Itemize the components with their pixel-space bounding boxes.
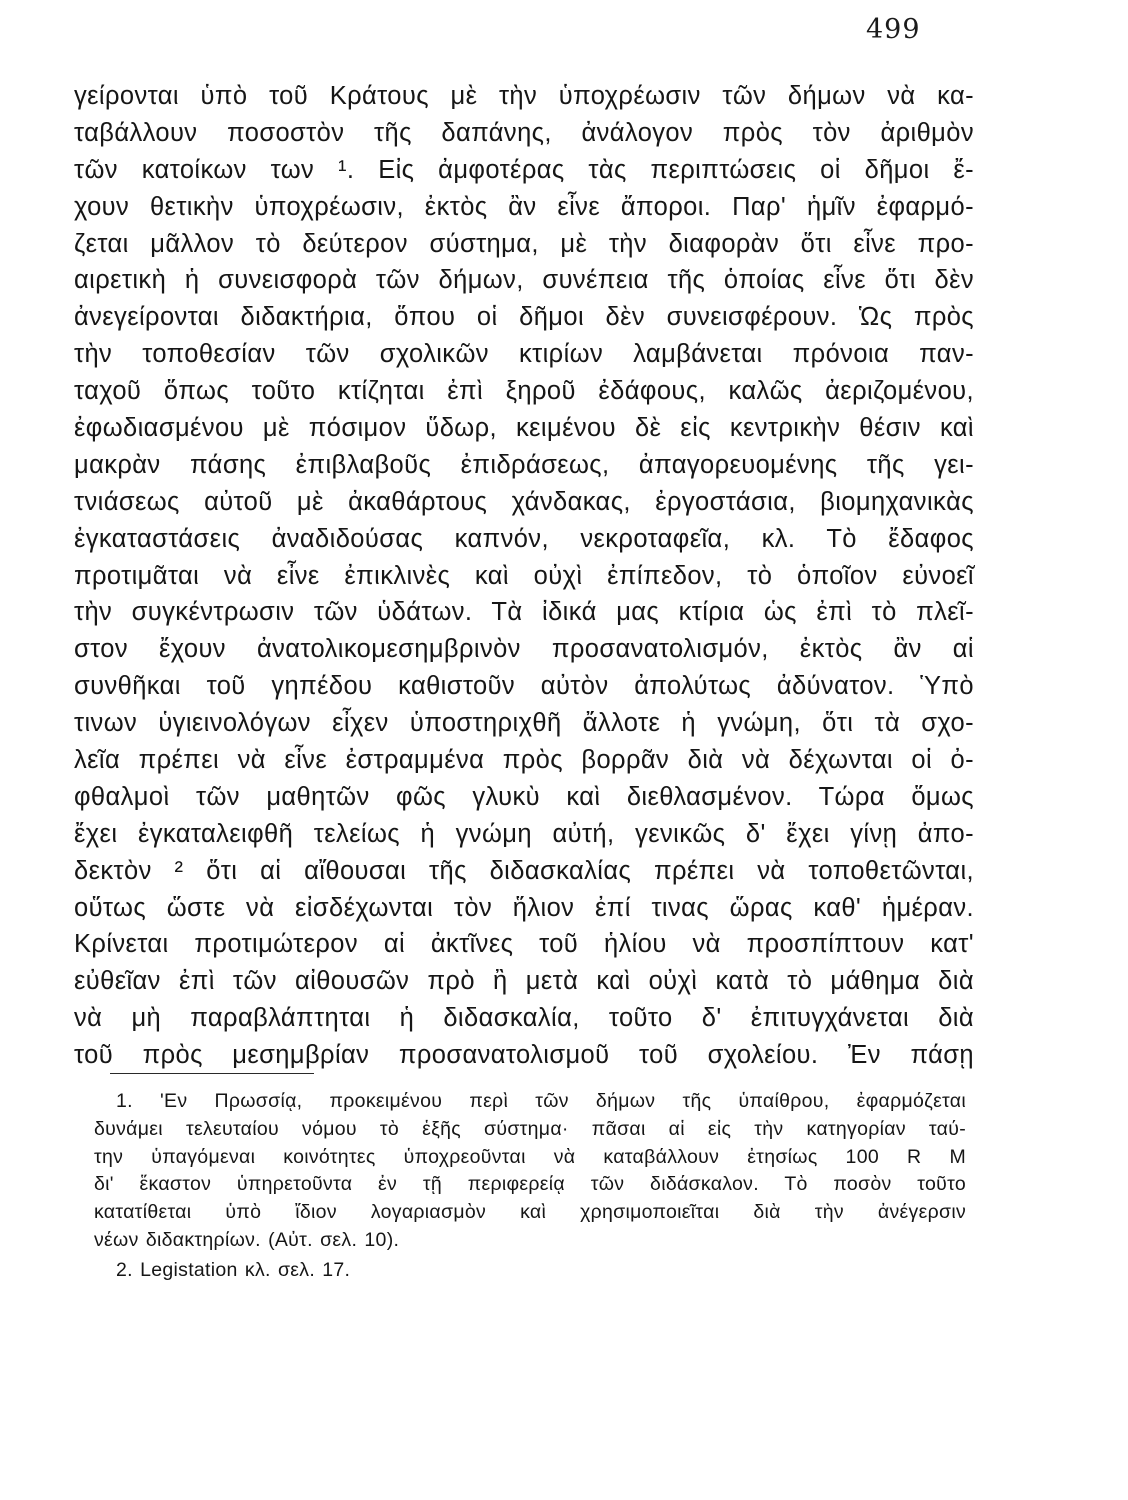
- footnote-1-line: την ὑπαγόμεναι κοινότητες ὑποχρεοῦνται νὰ καταβάλλουν ἐτησίως 100 R M: [94, 1145, 966, 1168]
- body-line: τνιάσεως αὐτοῦ μὲ ἀκαθάρτους χάνδακας, ἐργοστάσια, βιομηχανικὰς: [74, 487, 974, 516]
- body-line: ζεται μᾶλλον τὸ δεύτερον σύστημα, μὲ τὴν διαφορὰν ὅτι εἶνε προ-: [74, 229, 974, 258]
- body-line: μακρὰν πάσης ἐπιβλαβοῦς ἐπιδράσεως, ἀπαγορευομένης τῆς γει-: [74, 450, 974, 479]
- body-line: τὴν τοποθεσίαν τῶν σχολικῶν κτιρίων λαμβάνεται πρόνοια παν-: [74, 340, 974, 369]
- body-line: τὴν συγκέντρωσιν τῶν ὑδάτων. Τὰ ἰδικά μας κτίρια ὡς ἐπὶ τὸ πλεῖ-: [74, 598, 974, 627]
- footnote-1-line: κατατίθεται ὑπὸ ἴδιον λογαριασμὸν καὶ χρησιμοποιεῖται διὰ τὴν ἀνέγερσιν: [94, 1201, 966, 1224]
- body-line: οὕτως ὥστε νὰ εἰσδέχωνται τὸν ἥλιον ἐπί τινας ὥρας καθ' ἡμέραν.: [74, 893, 974, 922]
- body-line: νὰ μὴ παραβλάπτηται ἡ διδασκαλία, τοῦτο δ' ἐπιτυγχάνεται διὰ: [74, 1004, 974, 1033]
- footnote-2: 2. Legistation κλ. σελ. 17.: [116, 1258, 351, 1281]
- body-line: τινων ὑγιεινολόγων εἶχεν ὑποστηριχθῆ ἄλλοτε ἡ γνώμη, ὅτι τὰ σχο-: [74, 709, 974, 738]
- footnotes: [94, 1088, 966, 1285]
- body-line: δεκτὸν ² ὅτι αἱ αἴθουσαι τῆς διδασκαλίας πρέπει νὰ τοποθετῶνται,: [74, 856, 974, 885]
- body-line: γείρονται ὑπὸ τοῦ Κράτους μὲ τὴν ὑποχρέωσιν τῶν δήμων νὰ κα-: [74, 82, 974, 110]
- footnote-1-line: δι' ἕκαστον ὑπηρετοῦντα ἐν τῇ περιφερείᾳ τῶν διδάσκαλον. Τὸ ποσὸν τοῦτο: [94, 1173, 966, 1196]
- body-line: ἀνεγείρονται διδακτήρια, ὅπου οἱ δῆμοι δὲν συνεισφέρουν. Ὡς πρὸς: [74, 303, 974, 332]
- body-line: ταχοῦ ὅπως τοῦτο κτίζηται ἐπὶ ξηροῦ ἐδάφους, καλῶς ἀεριζομένου,: [74, 377, 974, 406]
- body-line: ἐφωδιασμένου μὲ πόσιμον ὕδωρ, κειμένου δὲ εἰς κεντρικὴν θέσιν καὶ: [74, 414, 974, 443]
- footnote-1-line: νέων διδακτηρίων. (Αὐτ. σελ. 10).: [94, 1228, 400, 1251]
- page-number: 499: [866, 14, 921, 45]
- body-line: εὐθεῖαν ἐπὶ τῶν αἰθουσῶν πρὸ ἢ μετὰ καὶ οὐχὶ κατὰ τὸ μάθημα διὰ: [74, 967, 974, 996]
- footnote-separator-rule: [110, 1073, 314, 1074]
- body-line: αιρετικὴ ἡ συνεισφορὰ τῶν δήμων, συνέπεια τῆς ὁποίας εἶνε ὅτι δὲν: [74, 266, 974, 295]
- body-line: στον ἔχουν ἀνατολικομεσημβρινὸν προσανατολισμόν, ἐκτὸς ἂν αἱ: [74, 635, 974, 664]
- body-text: [74, 78, 974, 1074]
- body-line: ταβάλλουν ποσοστὸν τῆς δαπάνης, ἀνάλογον πρὸς τὸν ἀριθμὸν: [74, 118, 974, 147]
- body-line: Κρίνεται προτιμώτερον αἱ ἀκτῖνες τοῦ ἡλίου νὰ προσπίπτουν κατ': [74, 930, 974, 959]
- body-line: ἐγκαταστάσεις ἀναδιδούσας καπνόν, νεκροταφεῖα, κλ. Τὸ ἔδαφος: [74, 524, 974, 553]
- body-line: προτιμᾶται νὰ εἶνε ἐπικλινὲς καὶ οὐχὶ ἐπίπεδον, τὸ ὁποῖον εὐνοεῖ: [74, 561, 974, 590]
- footnote-1-line: δυνάμει τελευταίου νόμου τὸ ἑξῆς σύστημα· πᾶσαι αἱ εἰς τὴν κατηγορίαν ταύ-: [94, 1117, 966, 1140]
- body-line: τοῦ πρὸς μεσημβρίαν προσανατολισμοῦ τοῦ σχολείου. Ἐν πάσῃ: [74, 1041, 974, 1070]
- footnote-1-line: 1. 'Εν Πρωσσίᾳ, προκειμένου περὶ τῶν δήμων τῆς ὑπαίθρου, ἐφαρμόζεται: [116, 1090, 966, 1112]
- body-line: χουν θετικὴν ὑποχρέωσιν, ἐκτὸς ἂν εἶνε ἄποροι. Παρ' ἡμῖν ἐφαρμό-: [74, 192, 974, 221]
- body-line: ἔχει ἐγκαταλειφθῆ τελείως ἡ γνώμη αὐτή, γενικῶς δ' ἔχει γίνῃ ἀπο-: [74, 819, 974, 848]
- body-line: φθαλμοὶ τῶν μαθητῶν φῶς γλυκὺ καὶ διεθλασμένον. Τώρα ὅμως: [74, 782, 974, 811]
- body-line: συνθῆκαι τοῦ γηπέδου καθιστοῦν αὐτὸν ἀπολύτως ἀδύνατον. Ὑπὸ: [74, 672, 974, 701]
- body-line: τῶν κατοίκων των ¹. Εἰς ἀμφοτέρας τὰς περιπτώσεις οἱ δῆμοι ἔ-: [74, 155, 974, 184]
- body-line: λεῖα πρέπει νὰ εἶνε ἐστραμμένα πρὸς βορρᾶν διὰ νὰ δέχωνται οἱ ὀ-: [74, 746, 974, 775]
